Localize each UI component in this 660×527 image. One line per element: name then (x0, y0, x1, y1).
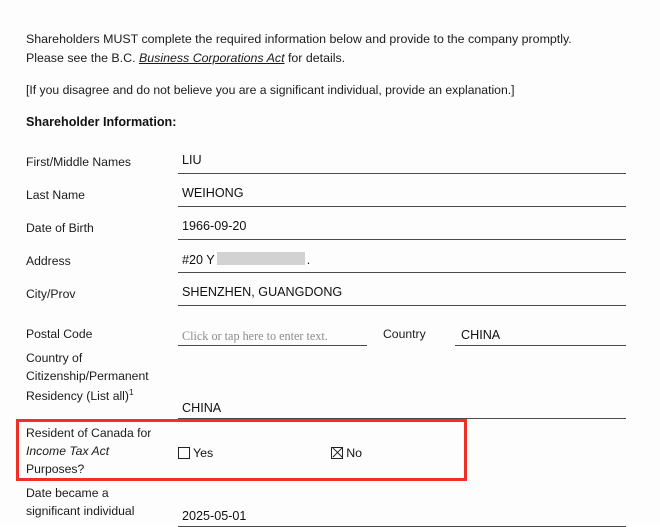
date-significant-label-line2: significant individual (26, 503, 135, 518)
resident-tax-checkbox-group (178, 425, 362, 460)
section-heading: Shareholder Information: (26, 115, 177, 130)
value-date-significant-individual[interactable]: 2025-05-01 (178, 509, 626, 527)
row-postal-code-country (26, 306, 626, 346)
value-country[interactable]: CHINA (455, 328, 626, 346)
value-address[interactable] (178, 252, 626, 273)
resident-tax-label-line2: Income Tax Act (26, 443, 110, 458)
label-city-prov: City/Prov (26, 287, 76, 302)
row-resident-tax (26, 425, 626, 481)
address-suffix: . (306, 253, 311, 268)
row-last-name (26, 174, 626, 207)
value-first-middle-names[interactable]: LIU (178, 153, 626, 174)
label-address: Address (26, 254, 71, 269)
intro-paragraph (26, 30, 608, 67)
value-citizenship[interactable]: CHINA (178, 401, 626, 419)
citizenship-label-line2: Citizenship/Permanent (26, 368, 149, 383)
row-city-prov (26, 273, 626, 306)
checkbox-no[interactable] (331, 446, 362, 460)
row-address (26, 240, 626, 273)
label-country: Country (383, 327, 426, 342)
row-first-middle-names (26, 141, 626, 174)
citizenship-label-line3: Residency (List all) (26, 388, 129, 403)
date-significant-label-line1: Date became a (26, 486, 109, 501)
resident-tax-label-line1: Resident of Canada for (26, 426, 152, 441)
label-citizenship (26, 346, 178, 405)
row-date-of-birth (26, 207, 626, 240)
form-content (26, 18, 626, 527)
intro-text-part1: Shareholders MUST complete the required information below and provide to the company promptly. Please see the B.C. (26, 32, 572, 65)
citizenship-label-line1: Country of (26, 351, 83, 366)
row-citizenship (26, 346, 626, 419)
checkbox-no-label: No (346, 446, 363, 461)
checkbox-yes-label: Yes (193, 446, 214, 461)
resident-tax-label-line3: Purposes? (26, 461, 85, 476)
postal-code-input[interactable]: Click or tap here to enter text. (178, 330, 367, 347)
redaction-block (217, 252, 305, 265)
label-resident-tax (26, 425, 178, 478)
label-postal-code: Postal Code (26, 327, 93, 342)
value-city-prov[interactable]: SHENZHEN, GUANGDONG (178, 285, 626, 306)
label-first-middle-names: First/Middle Names (26, 155, 131, 170)
intro-text-part2: for details. (284, 51, 346, 65)
checkbox-yes[interactable] (178, 446, 213, 460)
business-corporations-act-link[interactable]: Business Corporations Act (138, 51, 285, 65)
label-date-significant-individual (26, 485, 178, 520)
address-prefix: #20 Y (182, 253, 215, 268)
value-date-of-birth[interactable]: 1966-09-20 (178, 219, 626, 240)
disagreement-note: [If you disagree and do not believe you are a significant individual, provide an explanation.] (26, 82, 515, 97)
citizenship-footnote-marker: 1 (128, 386, 134, 397)
checkbox-yes-box-icon[interactable] (178, 447, 190, 459)
highlighted-section (26, 425, 626, 481)
label-last-name: Last Name (26, 188, 85, 203)
row-date-significant-individual (26, 485, 626, 527)
label-date-of-birth: Date of Birth (26, 221, 94, 236)
checkbox-no-box-checked-icon[interactable] (331, 447, 343, 459)
value-last-name[interactable]: WEIHONG (178, 186, 626, 207)
